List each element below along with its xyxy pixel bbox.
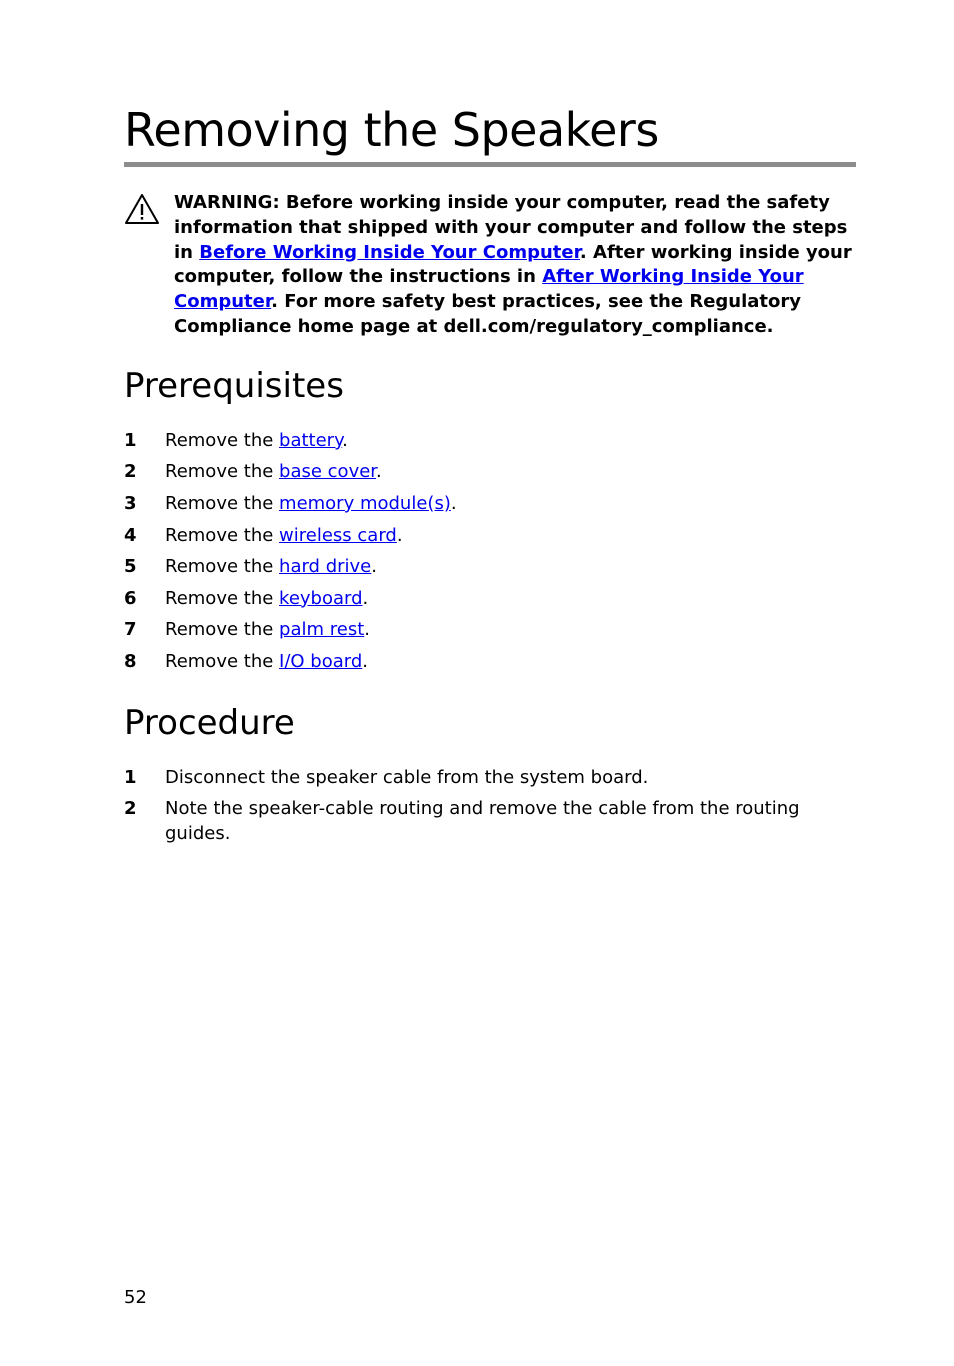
step-suffix: . <box>362 650 369 672</box>
prerequisite-step <box>124 524 856 549</box>
step-number: 3 <box>124 492 137 514</box>
step-suffix: . <box>396 524 403 546</box>
step-text: Remove the <box>165 619 280 641</box>
step-text: Disconnect the speaker cable from the system board. <box>165 766 649 788</box>
prerequisite-step <box>124 555 856 580</box>
base-cover-link[interactable]: base cover <box>279 461 377 483</box>
warning-text-2: . After working inside your computer, follow the instructions in <box>174 241 852 288</box>
prerequisite-step <box>124 429 856 454</box>
step-suffix: . <box>376 461 382 483</box>
step-number: 5 <box>124 556 137 578</box>
step-text: Remove the <box>165 650 280 672</box>
step-number: 2 <box>124 798 137 820</box>
step-text: Remove the <box>165 461 280 483</box>
step-text: Remove the <box>165 492 280 514</box>
hard-drive-link[interactable]: hard drive <box>279 556 372 578</box>
document-page <box>124 100 856 854</box>
step-text: Remove the <box>165 524 280 546</box>
procedure-heading: Procedure <box>124 702 295 743</box>
step-number: 7 <box>124 619 137 641</box>
warning-triangle-icon <box>124 193 160 225</box>
procedure-step <box>124 797 856 847</box>
step-suffix: . <box>342 429 348 451</box>
step-suffix: . <box>364 619 370 641</box>
before-working-link[interactable]: Before Working Inside Your Computer <box>199 241 580 263</box>
step-suffix: . <box>450 492 457 514</box>
step-text: Remove the <box>165 556 280 578</box>
wireless-card-link[interactable]: wireless card <box>279 524 397 546</box>
memory-modules-link[interactable]: memory module(s) <box>279 492 451 514</box>
prerequisite-step <box>124 460 856 485</box>
step-number: 6 <box>124 587 137 609</box>
step-text: Note the speaker-cable routing and remove the cable from the routing guides. <box>165 798 800 845</box>
keyboard-link[interactable]: keyboard <box>279 587 363 609</box>
page-number: 52 <box>124 1287 147 1308</box>
warning-text-1: WARNING: Before working inside your computer, read the safety information that shipped with your computer and follow the steps in <box>174 192 848 263</box>
prerequisite-step <box>124 492 856 517</box>
prerequisite-step <box>124 587 856 612</box>
procedure-list <box>124 766 856 847</box>
prerequisite-step <box>124 618 856 643</box>
prerequisite-step <box>124 650 856 675</box>
prerequisites-list <box>124 429 856 675</box>
warning-block <box>124 191 854 340</box>
warning-text-3: . For more safety best practices, see the Regulatory Compliance home page at dell.com/regulatory_compliance. <box>174 291 801 337</box>
palm-rest-link[interactable]: palm rest <box>279 619 365 641</box>
step-number: 1 <box>124 766 137 788</box>
step-suffix: . <box>371 556 377 578</box>
step-suffix: . <box>362 587 369 609</box>
after-working-link[interactable]: After Working Inside Your Computer <box>174 266 804 313</box>
step-text: Remove the <box>165 587 280 609</box>
step-number: 4 <box>124 524 137 546</box>
step-number: 2 <box>124 461 137 483</box>
step-text: Remove the <box>165 429 280 451</box>
io-board-link[interactable]: I/O board <box>279 650 363 672</box>
prerequisites-heading: Prerequisites <box>124 365 344 406</box>
procedure-step <box>124 766 856 791</box>
step-number: 1 <box>124 429 137 451</box>
step-number: 8 <box>124 650 137 672</box>
battery-link[interactable]: battery <box>279 429 343 451</box>
page-title: Removing the Speakers <box>124 100 856 167</box>
